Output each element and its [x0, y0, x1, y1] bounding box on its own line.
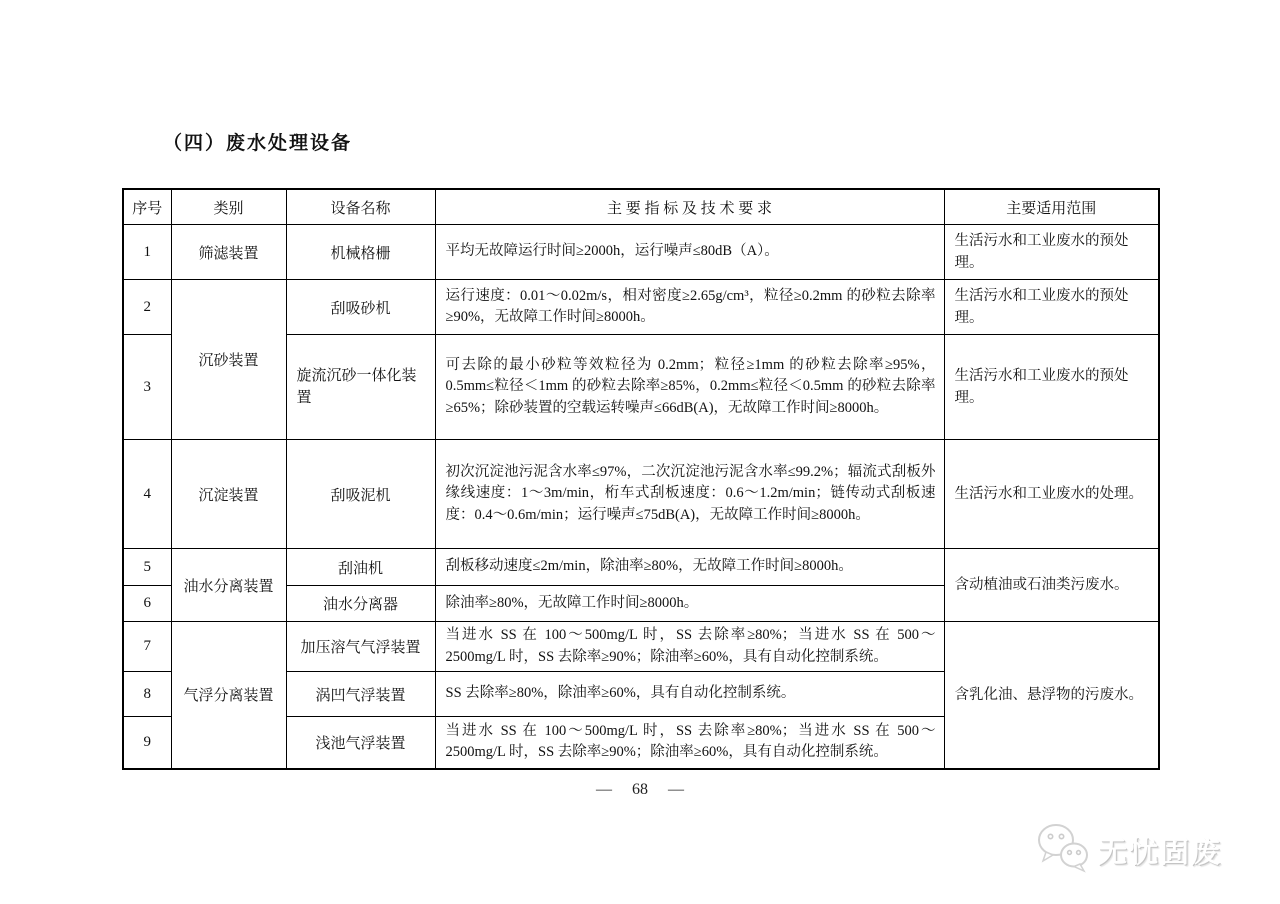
table-row: [123, 549, 1159, 586]
cell-spec: 可去除的最小砂粒等效粒径为 0.2mm；粒径≥1mm 的砂粒去除率≥95%，0.5mm≤粒径＜1mm 的砂粒去除率≥85%，0.2mm≤粒径＜0.5mm 的砂粒去除率≥65%；除砂装置的空载运转噪声≤66dB(A)，无故障工作时间≥8000h。: [435, 335, 944, 440]
brand-watermark: [1032, 820, 1222, 881]
cell-no: 9: [123, 717, 171, 769]
cell-no: 8: [123, 672, 171, 717]
header-scope: 主要适用范围: [944, 189, 1159, 225]
cell-no: 2: [123, 280, 171, 335]
cell-category: 油水分离装置: [171, 549, 286, 622]
cell-no: 6: [123, 586, 171, 622]
page-number: — 68 —: [596, 781, 684, 798]
cell-scope: 生活污水和工业废水的处理。: [944, 440, 1159, 549]
header-no: 序号: [123, 189, 171, 225]
cell-scope: 含乳化油、悬浮物的污废水。: [944, 622, 1159, 769]
table-row: [123, 440, 1159, 549]
equipment-table: [122, 188, 1160, 770]
cell-category: 沉淀装置: [171, 440, 286, 549]
cell-no: 7: [123, 622, 171, 672]
cell-spec: 初次沉淀池污泥含水率≤97%，二次沉淀池污泥含水率≤99.2%；辐流式刮板外缘线速度：1～3m/min，桁车式刮板速度：0.6～1.2m/min；链传动式刮板速度：0.4～0.6m/min；运行噪声≤75dB(A)，无故障工作时间≥8000h。: [435, 440, 944, 549]
cell-scope: 含动植油或石油类污废水。: [944, 549, 1159, 622]
cell-category: 筛滤装置: [171, 225, 286, 280]
cell-scope: 生活污水和工业废水的预处理。: [944, 280, 1159, 335]
cell-device: 机械格栅: [286, 225, 435, 280]
table-row: [123, 225, 1159, 280]
cell-scope: 生活污水和工业废水的预处理。: [944, 335, 1159, 440]
cell-device: 加压溶气气浮装置: [286, 622, 435, 672]
wechat-icon: [1032, 820, 1094, 881]
cell-category: 气浮分离装置: [171, 622, 286, 769]
cell-no: 1: [123, 225, 171, 280]
cell-no: 4: [123, 440, 171, 549]
cell-device: 刮油机: [286, 549, 435, 586]
table-header-row: [123, 189, 1159, 225]
cell-device: 浅池气浮装置: [286, 717, 435, 769]
table-row: [123, 622, 1159, 672]
cell-device: 刮吸泥机: [286, 440, 435, 549]
cell-spec: 当进水 SS 在 100～500mg/L 时，SS 去除率≥80%；当进水 SS 在 500～2500mg/L 时，SS 去除率≥90%；除油率≥60%，具有自动化控制系统。: [435, 622, 944, 672]
header-category: 类别: [171, 189, 286, 225]
cell-no: 5: [123, 549, 171, 586]
cell-spec: 刮板移动速度≤2m/min，除油率≥80%，无故障工作时间≥8000h。: [435, 549, 944, 586]
page-title: （四）废水处理设备: [163, 133, 353, 154]
header-spec: 主 要 指 标 及 技 术 要 求: [435, 189, 944, 225]
table-row: [123, 280, 1159, 335]
cell-no: 3: [123, 335, 171, 440]
cell-spec: 运行速度：0.01～0.02m/s，相对密度≥2.65g/cm³，粒径≥0.2mm 的砂粒去除率≥90%，无故障工作时间≥8000h。: [435, 280, 944, 335]
cell-spec: SS 去除率≥80%，除油率≥60%，具有自动化控制系统。: [435, 672, 944, 717]
header-device: 设备名称: [286, 189, 435, 225]
cell-spec: 除油率≥80%，无故障工作时间≥8000h。: [435, 586, 944, 622]
cell-spec: 当进水 SS 在 100～500mg/L 时，SS 去除率≥80%；当进水 SS 在 500～2500mg/L 时，SS 去除率≥90%；除油率≥60%，具有自动化控制系统。: [435, 717, 944, 769]
cell-device: 油水分离器: [286, 586, 435, 622]
brand-name: 无忧固废: [1098, 837, 1223, 869]
cell-category: 沉砂装置: [171, 280, 286, 440]
cell-device: 涡凹气浮装置: [286, 672, 435, 717]
cell-device: 刮吸砂机: [286, 280, 435, 335]
cell-spec: 平均无故障运行时间≥2000h，运行噪声≤80dB（A）。: [435, 225, 944, 280]
cell-scope: 生活污水和工业废水的预处理。: [944, 225, 1159, 280]
cell-device: 旋流沉砂一体化装置: [286, 335, 435, 440]
